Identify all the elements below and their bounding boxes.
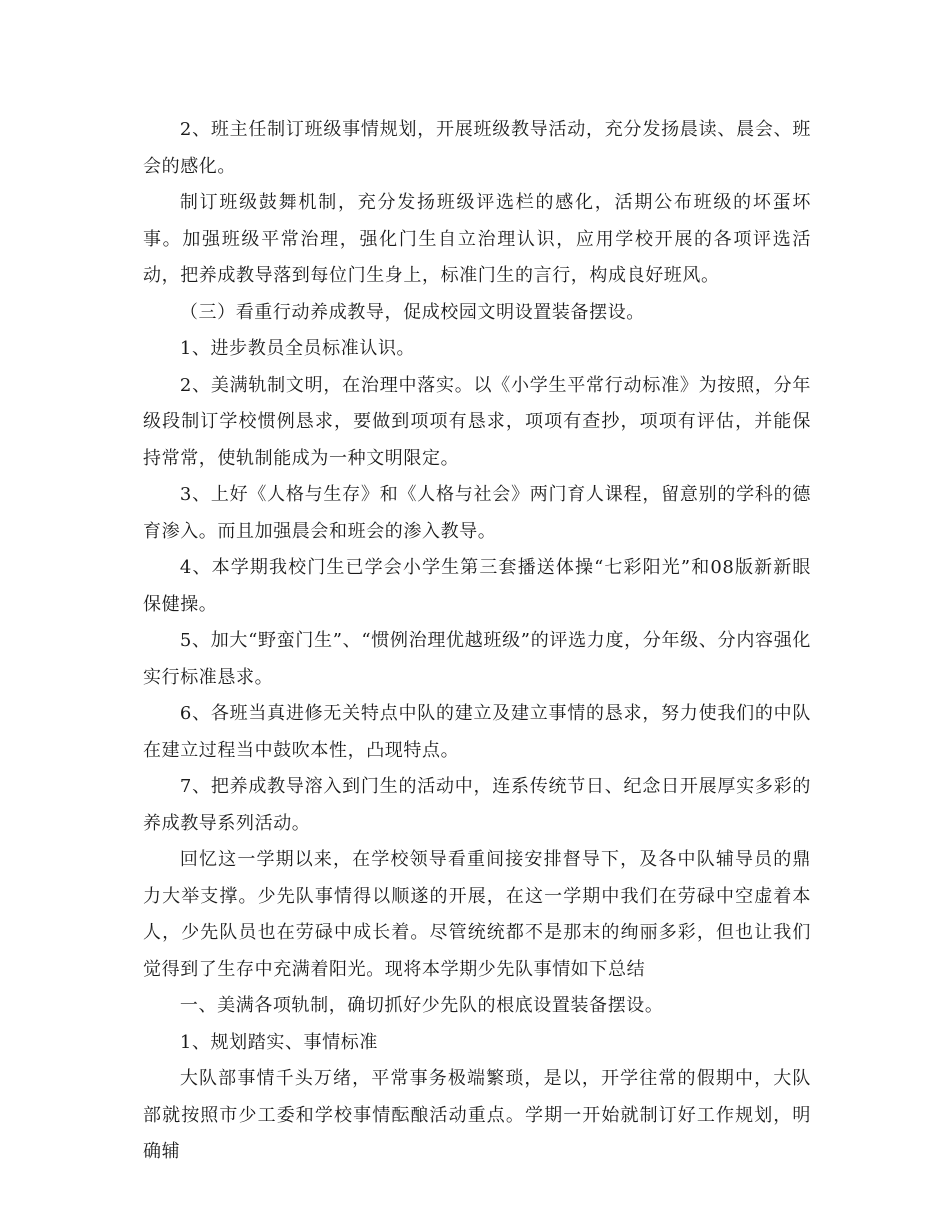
paragraph-1: 2、班主任制订班级事情规划，开展班级教导活动，充分发扬晨读、晨会、班会的感化。 — [143, 119, 811, 177]
paragraph-8: 5、加大“野蛮门生”、“惯例治理优越班级”的评选力度，分年级、分内容强化实行标准恳求。 — [143, 630, 811, 688]
paragraph-6: 3、上好《人格与生存》和《人格与社会》两门育人课程，留意别的学科的德育渗入。而且加强晨会和班会的渗入教导。 — [143, 484, 811, 542]
paragraph-7: 4、本学期我校门生已学会小学生第三套播送体操“七彩阳光”和08版新新眼保健操。 — [143, 557, 811, 615]
paragraph-12: 一、美满各项轨制，确切抓好少先队的根底设置装备摆设。 — [179, 995, 664, 1016]
paragraph-13: 1、规划踏实、事情标准 — [179, 1031, 378, 1053]
paragraph-5: 2、美满轨制文明，在治理中落实。以《小学生平常行动标准》为按照，分年级段制订学校惯例恳求，要做到项项有恳求，项项有查抄，项项有评估，并能保持常常，使轨制能成为一种文明限定。 — [143, 374, 811, 469]
paragraph-11: 回忆这一学期以来，在学校领导看重间接安排督导下，及各中队辅导员的鼎力大举支撑。少先队事情得以顺遂的开展，在这一学期中我们在劳碌中空虚着本人，少先队员也在劳碌中成长着。尽管统统都不是那末的绚丽多彩，但也让我们觉得到了生存中充满着阳光。现将本学期少先队事情如下总结 — [143, 849, 811, 980]
paragraph-4: 1、进步教员全员标准认识。 — [179, 338, 416, 359]
paragraph-2: 制订班级鼓舞机制，充分发扬班级评选栏的感化，活期公布班级的坏蛋坏事。加强班级平常治理，强化门生自立治理认识，应用学校开展的各项评选活动，把养成教导落到每位门生身上，标准门生的言行，构成良好班风。 — [143, 192, 811, 286]
paragraph-10: 7、把养成教导溶入到门生的活动中，连系传统节日、纪念日开展厚实多彩的养成教导系列活动。 — [143, 776, 811, 834]
document-page — [143, 112, 811, 1171]
paragraph-3: （三）看重行动养成教导，促成校园文明设置装备摆设。 — [179, 301, 645, 323]
paragraph-14: 大队部事情千头万绪，平常事务极端繁琐，是以，开学往常的假期中，大队部就按照市少工委和学校事情酝酿活动重点。学期一开始就制订好工作规划，明确辅 — [143, 1068, 811, 1162]
paragraph-9: 6、各班当真进修无关特点中队的建立及建立事情的恳求，努力使我们的中队在建立过程当中鼓吹本性，凸现特点。 — [143, 703, 811, 761]
